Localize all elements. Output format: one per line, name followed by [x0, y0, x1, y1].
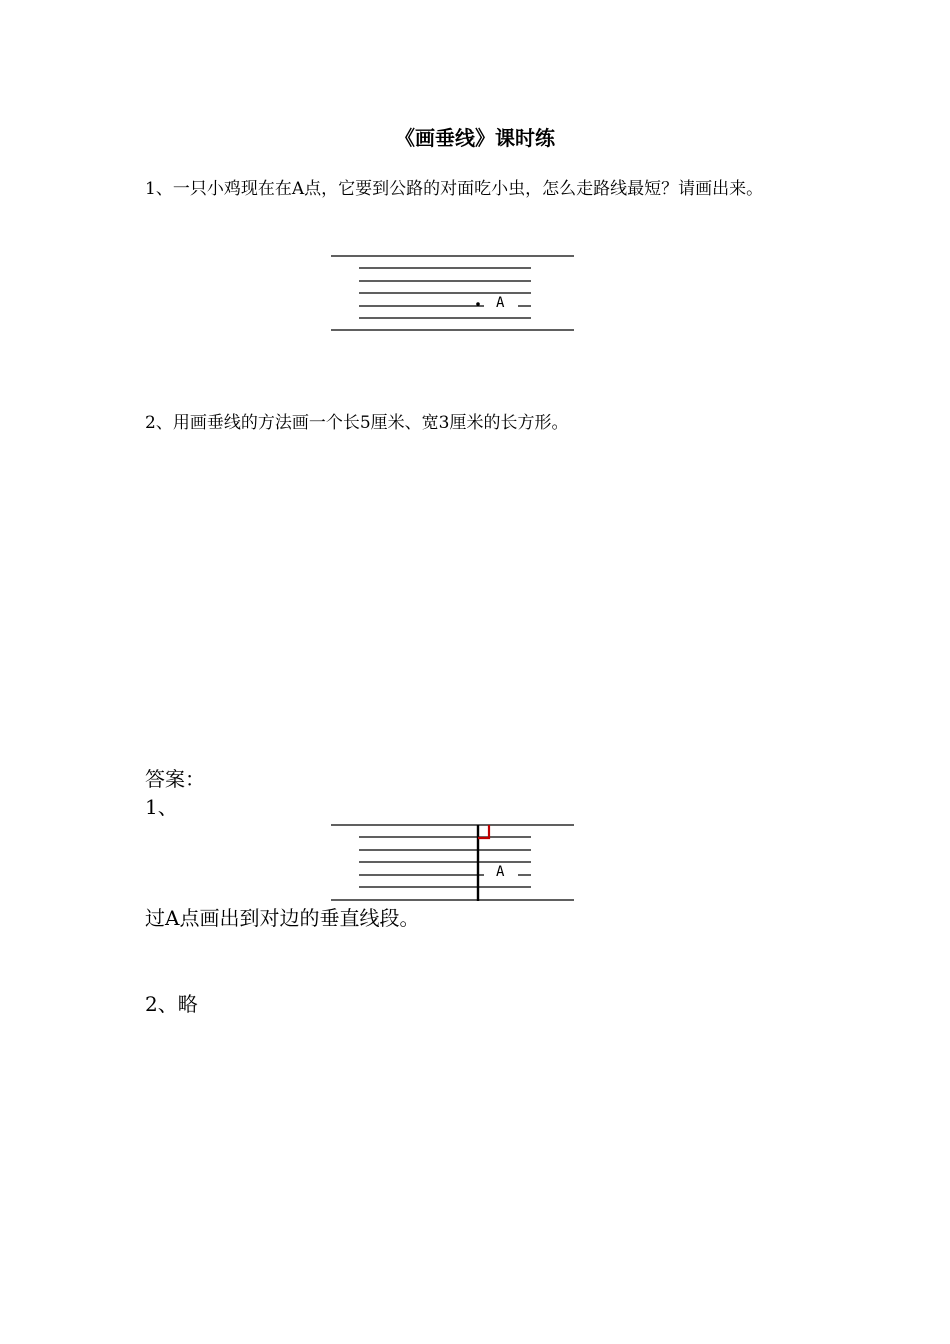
page-title: 《画垂线》课时练 [395, 126, 555, 150]
point-a-label: A [496, 864, 505, 880]
answer-2-text: 2、略 [145, 992, 198, 1016]
answer-1-number: 1、 [145, 795, 178, 819]
answer-1-text: 过A点画出到对边的垂直线段。 [145, 906, 420, 930]
question-2-text: 2、用画垂线的方法画一个长5厘米、宽3厘米的长方形。 [145, 413, 569, 433]
answers-heading: 答案： [145, 767, 205, 791]
right-angle-mark [478, 825, 489, 838]
question-1-text: 1、一只小鸡现在在A点，它要到公路的对面吃小虫，怎么走路线最短？请画出来。 [145, 179, 764, 199]
point-a-label: A [496, 295, 505, 311]
